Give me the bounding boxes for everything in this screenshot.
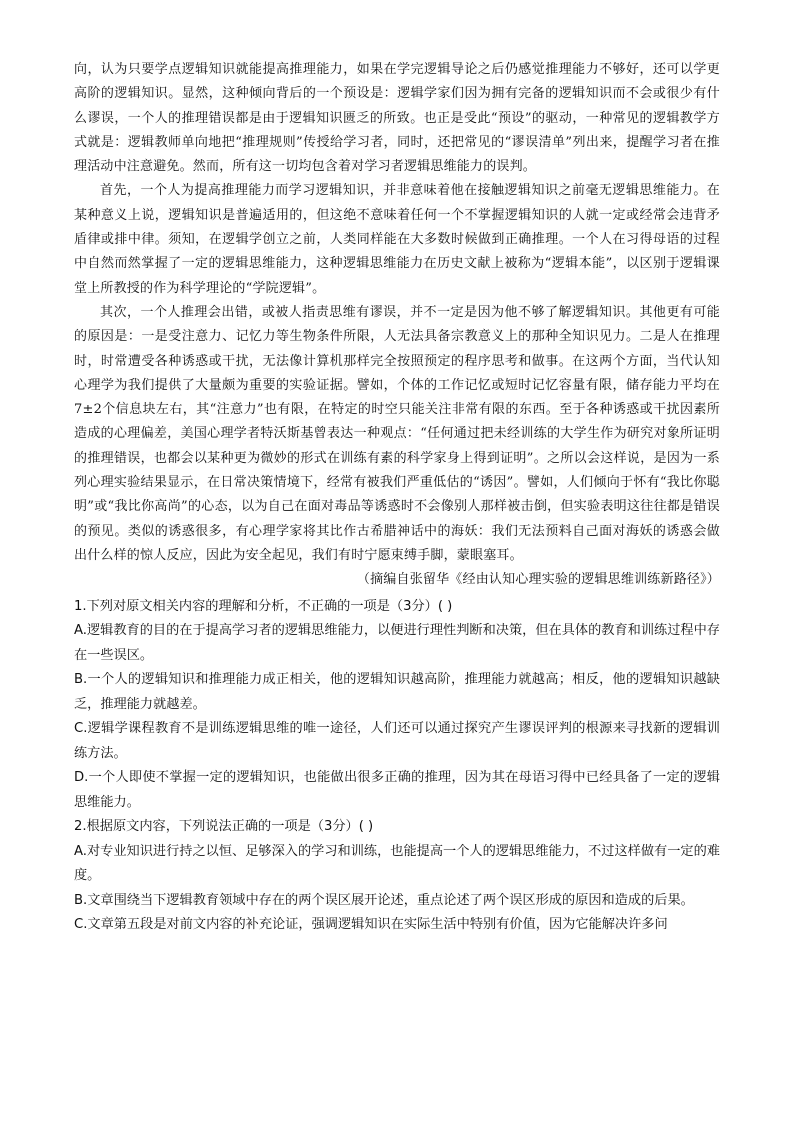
- question-1-option-d: D.一个人即使不掌握一定的逻辑知识，也能做出很多正确的推理，因为其在母语习得中已经具备了一定的逻辑思维能力。: [74, 770, 720, 810]
- question-2-stem: 2.根据原文内容，下列说法正确的一项是（3分）( ): [74, 819, 374, 835]
- question-1-option-c: C.逻辑学课程教育不是训练逻辑思维的唯一途径，人们还可以通过探究产生谬误评判的根源来寻找新的逻辑训练方法。: [74, 721, 720, 761]
- question-2-option-a: A.对专业知识进行持之以恒、足够深入的学习和训练，也能提高一个人的逻辑思维能力，不过这样做有一定的难度。: [74, 843, 720, 884]
- question-2-option-b: B.文章围绕当下逻辑教育领域中存在的两个误区展开论述，重点论述了两个误区形成的原因和造成的后果。: [74, 892, 694, 908]
- reading-passage: [74, 58, 720, 593]
- question-1-stem: 1.下列对原文相关内容的理解和分析，不正确的一项是（3分）( ): [74, 598, 453, 614]
- question-1-option-b: B.一个人的逻辑知识和推理能力成正相关，他的逻辑知识越高阶，推理能力就越高；相反，他的逻辑知识越缺乏，推理能力就越差。: [74, 672, 720, 712]
- question-list: [74, 595, 720, 938]
- passage-paragraph-2: 首先，一个人为提高推理能力而学习逻辑知识，并非意味着他在接触逻辑知识之前毫无逻辑思维能力。在某种意义上说，逻辑知识是普遍适用的，但这绝不意味着任何一个不掌握逻辑知识的人就一定或经常会违背矛盾律或排中律。须知，在逻辑学创立之前，人类同样能在大多数时候做到正确推理。一个人在习得母语的过程中自然而然掌握了一定的逻辑思维能力，这种逻辑思维能力在历史文献上被称为“逻辑本能”，以区别于逻辑课堂上所教授的作为科学理论的“学院逻辑”。: [74, 183, 720, 296]
- question-2-option-c: C.文章第五段是对前文内容的补充论证，强调逻辑知识在实际生活中特别有价值，因为它能解决许多问: [74, 917, 668, 933]
- passage-paragraph-1: 向，认为只要学点逻辑知识就能提高推理能力，如果在学完逻辑导论之后仍感觉推理能力不够好，还可以学更高阶的逻辑知识。显然，这种倾向背后的一个预设是：逻辑学家们因为拥有完备的逻辑知识而不会或很少有什么谬误，一个人的推理错误都是由于逻辑知识匮乏的所致。也正是受此“预设”的驱动，一种常见的逻辑教学方式就是：逻辑教师单向地把“推理规则”传授给学习者，同时，还把常见的“谬误清单”列出来，提醒学习者在推理活动中注意避免。然而，所有这一切均包含着对学习者逻辑思维能力的误判。: [74, 62, 720, 175]
- passage-source: （摘编自张留华《经由认知心理实验的逻辑思维训练新路径》）: [356, 572, 720, 588]
- question-1-option-a: A.逻辑教育的目的在于提高学习者的逻辑思维能力，以便进行理性判断和决策，但在具体的教育和训练过程中存在一些误区。: [74, 623, 720, 663]
- passage-paragraph-3: 其次，一个人推理会出错，或被人指责思维有谬误，并不一定是因为他不够了解逻辑知识。其他更有可能的原因是：一是受注意力、记忆力等生物条件所限，人无法具备宗教意义上的那种全知识见力。二是人在推理时，时常遭受各种诱惑或干扰，无法像计算机那样完全按照预定的程序思考和做事。在这两个方面，当代认知心理学为我们提供了大量颇为重要的实验证据。譬如，个体的工作记忆或短时记忆容量有限，储存能力平均在7±2个信息块左右，其“注意力”也有限，在特定的时空只能关注非常有限的东西。至于各种诱惑或干扰因素所造成的心理偏差，美国心理学者特沃斯基曾表达一种观点：“任何通过把未经训练的大学生作为研究对象所证明的推理错误，也都会以某种更为微妙的形式在训练有素的科学家身上得到证明”。之所以会这样说，是因为一系列心理实验结果显示，在日常决策情境下，经常有被我们严重低估的“诱因”。譬如，人们倾向于怀有“我比你聪明”或“我比你高尚”的心态，以为自己在面对毒品等诱惑时不会像别人那样被击倒，但实验表明这往往都是错误的预见。类似的诱惑很多，有心理学家将其比作古希腊神话中的海妖：我们无法预料自己面对海妖的诱惑会做出什么样的惊人反应，因此为安全起见，我们有时宁愿束缚手脚，蒙眼塞耳。: [74, 304, 720, 563]
- exam-page: [74, 58, 720, 938]
